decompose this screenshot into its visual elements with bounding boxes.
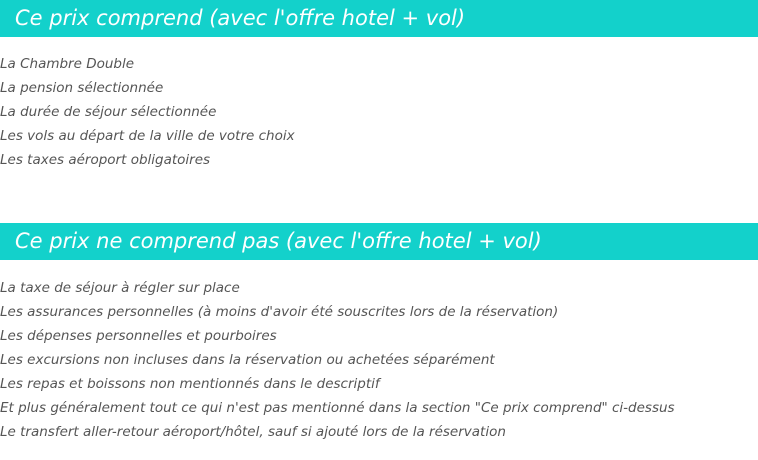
list-item: Les dépenses personnelles et pourboires (0, 328, 277, 344)
list-item: Les assurances personnelles (à moins d'avoir été souscrites lors de la réservation) (0, 304, 559, 320)
list-item: Les excursions non incluses dans la réservation ou achetées séparément (0, 352, 495, 368)
list-item: La taxe de séjour à régler sur place (0, 280, 240, 296)
list-item: La Chambre Double (0, 56, 135, 72)
list-item: La pension sélectionnée (0, 80, 164, 96)
included-section-title: Ce prix comprend (avec l'offre hotel + vol) (0, 0, 758, 37)
list-item: Les repas et boissons non mentionnés dans le descriptif (0, 376, 380, 392)
excluded-section-title: Ce prix ne comprend pas (avec l'offre hotel + vol) (0, 223, 758, 260)
list-item: Le transfert aller-retour aéroport/hôtel, sauf si ajouté lors de la réservation (0, 424, 506, 440)
list-item: Et plus généralement tout ce qui n'est pas mentionné dans la section "Ce prix comprend" ci-dessus (0, 400, 675, 416)
list-item: La durée de séjour sélectionnée (0, 104, 217, 120)
list-item: Les vols au départ de la ville de votre choix (0, 128, 295, 144)
excluded-list (0, 276, 675, 444)
list-item: Les taxes aéroport obligatoires (0, 152, 211, 168)
included-list (0, 52, 295, 172)
